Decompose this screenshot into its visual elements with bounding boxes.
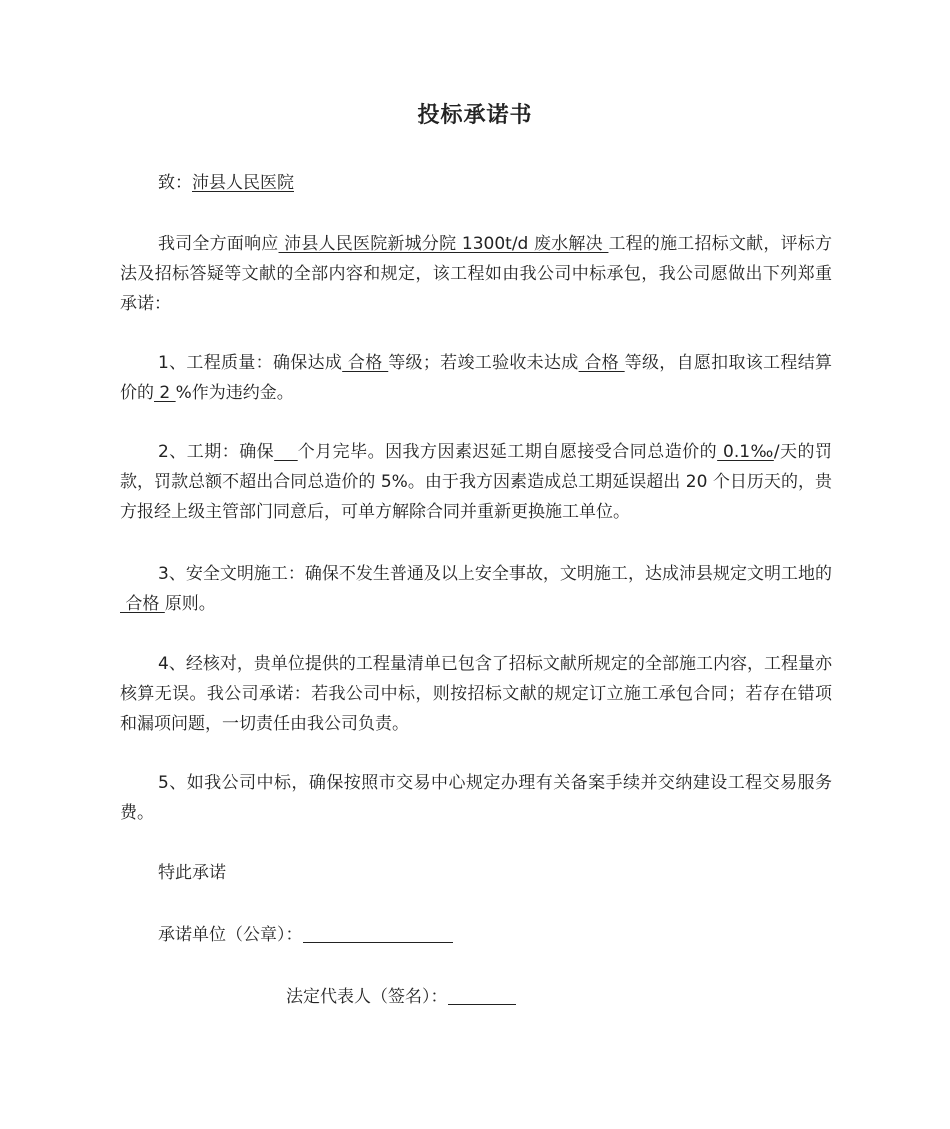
item2-text-c: /天的罚款，罚款总额不超出合同总造价的 5%。由于我方因素造成总工期延误超出 20 个日历天的，贵方报经上级主管部门同意后，可单方解除合同并重新更换施工单位。 bbox=[120, 442, 832, 522]
intro-after: 工程的施工招标文献，评标方法及招标答疑等文献的全部内容和规定，该工程如由我公司中标承包，我公司愿做出下列郑重承诺： bbox=[120, 234, 833, 314]
item2-text-a: 2、工期：确保 bbox=[158, 442, 275, 462]
addressee-prefix: 致： bbox=[158, 173, 192, 193]
signature-unit-label: 承诺单位（公章）： bbox=[158, 925, 303, 945]
item1-text-a: 1、工程质量：确保达成 bbox=[158, 353, 343, 373]
item1-text-b: 等级；若竣工验收未达成 bbox=[388, 353, 579, 373]
intro-project-name: 沛县人民医院新城分院 1300t/d 废水解决 bbox=[278, 234, 609, 254]
document-title: 投标承诺书 bbox=[417, 103, 533, 128]
item1-quality-grade: 合格 bbox=[342, 353, 389, 373]
item2-text-b: 个月完毕。因我方因素迟延工期自愿接受合同总造价的 bbox=[297, 442, 718, 462]
commitment-item-5: 5、如我公司中标，确保按照市交易中心规定办理有关备案手续并交纳建设工程交易服务费。 bbox=[120, 773, 832, 823]
intro-before: 我司全方面响应 bbox=[158, 234, 279, 254]
company-seal-field[interactable] bbox=[303, 924, 453, 943]
item2-months-blank bbox=[274, 442, 298, 462]
item3-text-a: 3、安全文明施工：确保不发生普通及以上安全事故，文明施工，达成沛县规定文明工地的 bbox=[158, 564, 832, 584]
signature-unit-line bbox=[120, 920, 832, 950]
signature-rep-line bbox=[248, 982, 648, 1012]
item1-acceptance-grade: 合格 bbox=[578, 353, 625, 373]
commitment-item-3 bbox=[120, 559, 832, 619]
signature-rep-label: 法定代表人（签名）： bbox=[286, 987, 448, 1007]
commitment-item-4: 4、经核对，贵单位提供的工程量清单已包含了招标文献所规定的全部施工内容，工程量亦核算无误。我公司承诺：若我公司中标，则按招标文献的规定订立施工承包合同；若存在错项和漏项问题，一切责任由我公司负责。 bbox=[120, 654, 832, 734]
item2-penalty-rate: 0.1‰ bbox=[717, 442, 774, 462]
commitment-item-2 bbox=[120, 437, 832, 527]
item3-safety-grade: 合格 bbox=[120, 594, 165, 614]
item1-text-d: %作为违约金。 bbox=[175, 383, 294, 403]
item3-text-b: 原则。 bbox=[164, 594, 216, 614]
item1-text-c: 等级，自愿扣取该工程结算价的 bbox=[120, 353, 833, 403]
item1-penalty-percent: 2 bbox=[154, 383, 176, 403]
intro-paragraph bbox=[120, 229, 832, 319]
addressee-line bbox=[120, 168, 832, 198]
closing-statement: 特此承诺 bbox=[158, 863, 226, 883]
legal-representative-signature-field[interactable] bbox=[448, 986, 516, 1005]
commitment-item-1 bbox=[120, 348, 832, 408]
addressee-name: 沛县人民医院 bbox=[192, 173, 294, 193]
